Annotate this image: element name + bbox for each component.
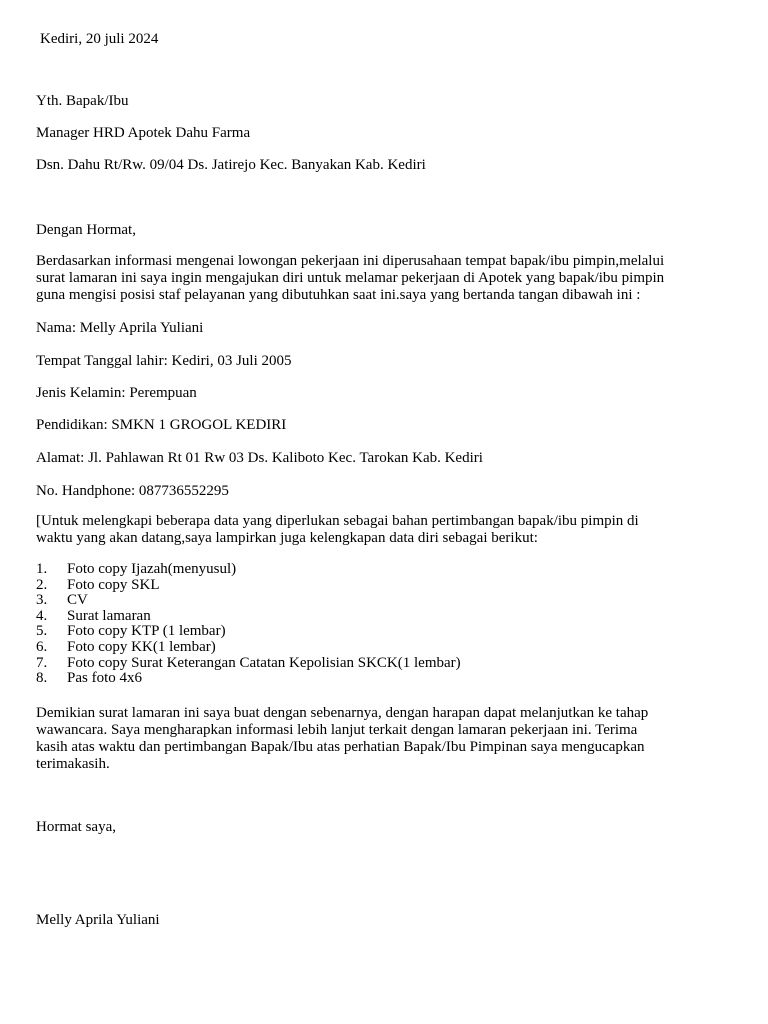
- applicant-phone: No. Handphone: 087736552295: [36, 483, 229, 499]
- list-item-text: Foto copy SKL: [67, 576, 160, 593]
- list-item-number: 1.: [36, 561, 48, 577]
- attachments-intro: [36, 513, 736, 547]
- list-item-text: Surat lamaran: [67, 607, 151, 624]
- closing-paragraph: [36, 705, 736, 773]
- sign-off: Hormat saya,: [36, 819, 116, 835]
- closing-line: terimakasih.: [36, 756, 110, 772]
- applicant-address: Alamat: Jl. Pahlawan Rt 01 Rw 03 Ds. Kaliboto Kec. Tarokan Kab. Kediri: [36, 450, 483, 466]
- letter-date: Kediri, 20 juli 2024: [40, 31, 159, 47]
- applicant-education: Pendidikan: SMKN 1 GROGOL KEDIRI: [36, 417, 287, 433]
- applicant-birth: Tempat Tanggal lahir: Kediri, 03 Juli 2005: [36, 353, 292, 369]
- list-item-number: 5.: [36, 623, 48, 640]
- intro-line: guna mengisi posisi staf pelayanan yang dibutuhkan saat ini.saya yang bertanda tangan dibawah ini :: [36, 287, 641, 303]
- attachments-intro-line: [Untuk melengkapi beberapa data yang diperlukan sebagai bahan pertimbangan bapak/ibu pimpin di: [36, 513, 639, 529]
- list-item: [36, 656, 461, 672]
- list-item-number: 6.: [36, 638, 48, 655]
- applicant-name: Nama: Melly Aprila Yuliani: [36, 320, 204, 336]
- intro-line: Berdasarkan informasi mengenai lowongan pekerjaan ini diperusahaan tempat bapak/ibu pimpin,melalui: [36, 253, 665, 269]
- list-item-number: 4.: [36, 607, 48, 624]
- recipient-address: Dsn. Dahu Rt/Rw. 09/04 Ds. Jatirejo Kec. Banyakan Kab. Kediri: [36, 157, 426, 173]
- intro-line: surat lamaran ini saya ingin mengajukan diri untuk melamar pekerjaan di Apotek yang bapak/ibu pimpin: [36, 270, 665, 286]
- applicant-gender: Jenis Kelamin: Perempuan: [36, 385, 197, 401]
- list-item-number: 2.: [36, 576, 48, 593]
- list-item-text: Foto copy KTP (1 lembar): [67, 623, 226, 640]
- closing-line: kasih atas waktu dan pertimbangan Bapak/Ibu atas perhatian Bapak/Ibu Pimpinan saya mengucapkan: [36, 739, 645, 755]
- list-item-number: 7.: [36, 654, 48, 671]
- list-item: [36, 593, 461, 609]
- list-item-text: Foto copy KK(1 lembar): [67, 638, 216, 655]
- list-item: [36, 609, 461, 625]
- list-item: [36, 640, 461, 656]
- intro-paragraph: [36, 253, 736, 304]
- attachments-list: [36, 562, 461, 687]
- recipient-position: Manager HRD Apotek Dahu Farma: [36, 125, 251, 141]
- attachments-intro-line: waktu yang akan datang,saya lampirkan juga kelengkapan data diri sebagai berikut:: [36, 530, 538, 546]
- list-item-number: 8.: [36, 670, 48, 687]
- list-item: [36, 671, 461, 687]
- signature-name: Melly Aprila Yuliani: [36, 912, 160, 928]
- list-item-text: Foto copy Surat Keterangan Catatan Kepolisian SKCK(1 lembar): [67, 654, 461, 671]
- list-item-text: Pas foto 4x6: [67, 670, 142, 687]
- closing-line: Demikian surat lamaran ini saya buat dengan sebenarnya, dengan harapan dapat melanjutkan ke tahap: [36, 705, 649, 721]
- list-item-number: 3.: [36, 592, 48, 609]
- list-item-text: CV: [67, 592, 88, 609]
- recipient-salutation: Yth. Bapak/Ibu: [36, 93, 129, 109]
- list-item: [36, 624, 461, 640]
- list-item: [36, 578, 461, 594]
- list-item: [36, 562, 461, 578]
- list-item-text: Foto copy Ijazah(menyusul): [67, 561, 237, 577]
- closing-line: wawancara. Saya mengharapkan informasi lebih lanjut terkait dengan lamaran pekerjaan ini. Terima: [36, 722, 638, 738]
- greeting: Dengan Hormat,: [36, 222, 136, 238]
